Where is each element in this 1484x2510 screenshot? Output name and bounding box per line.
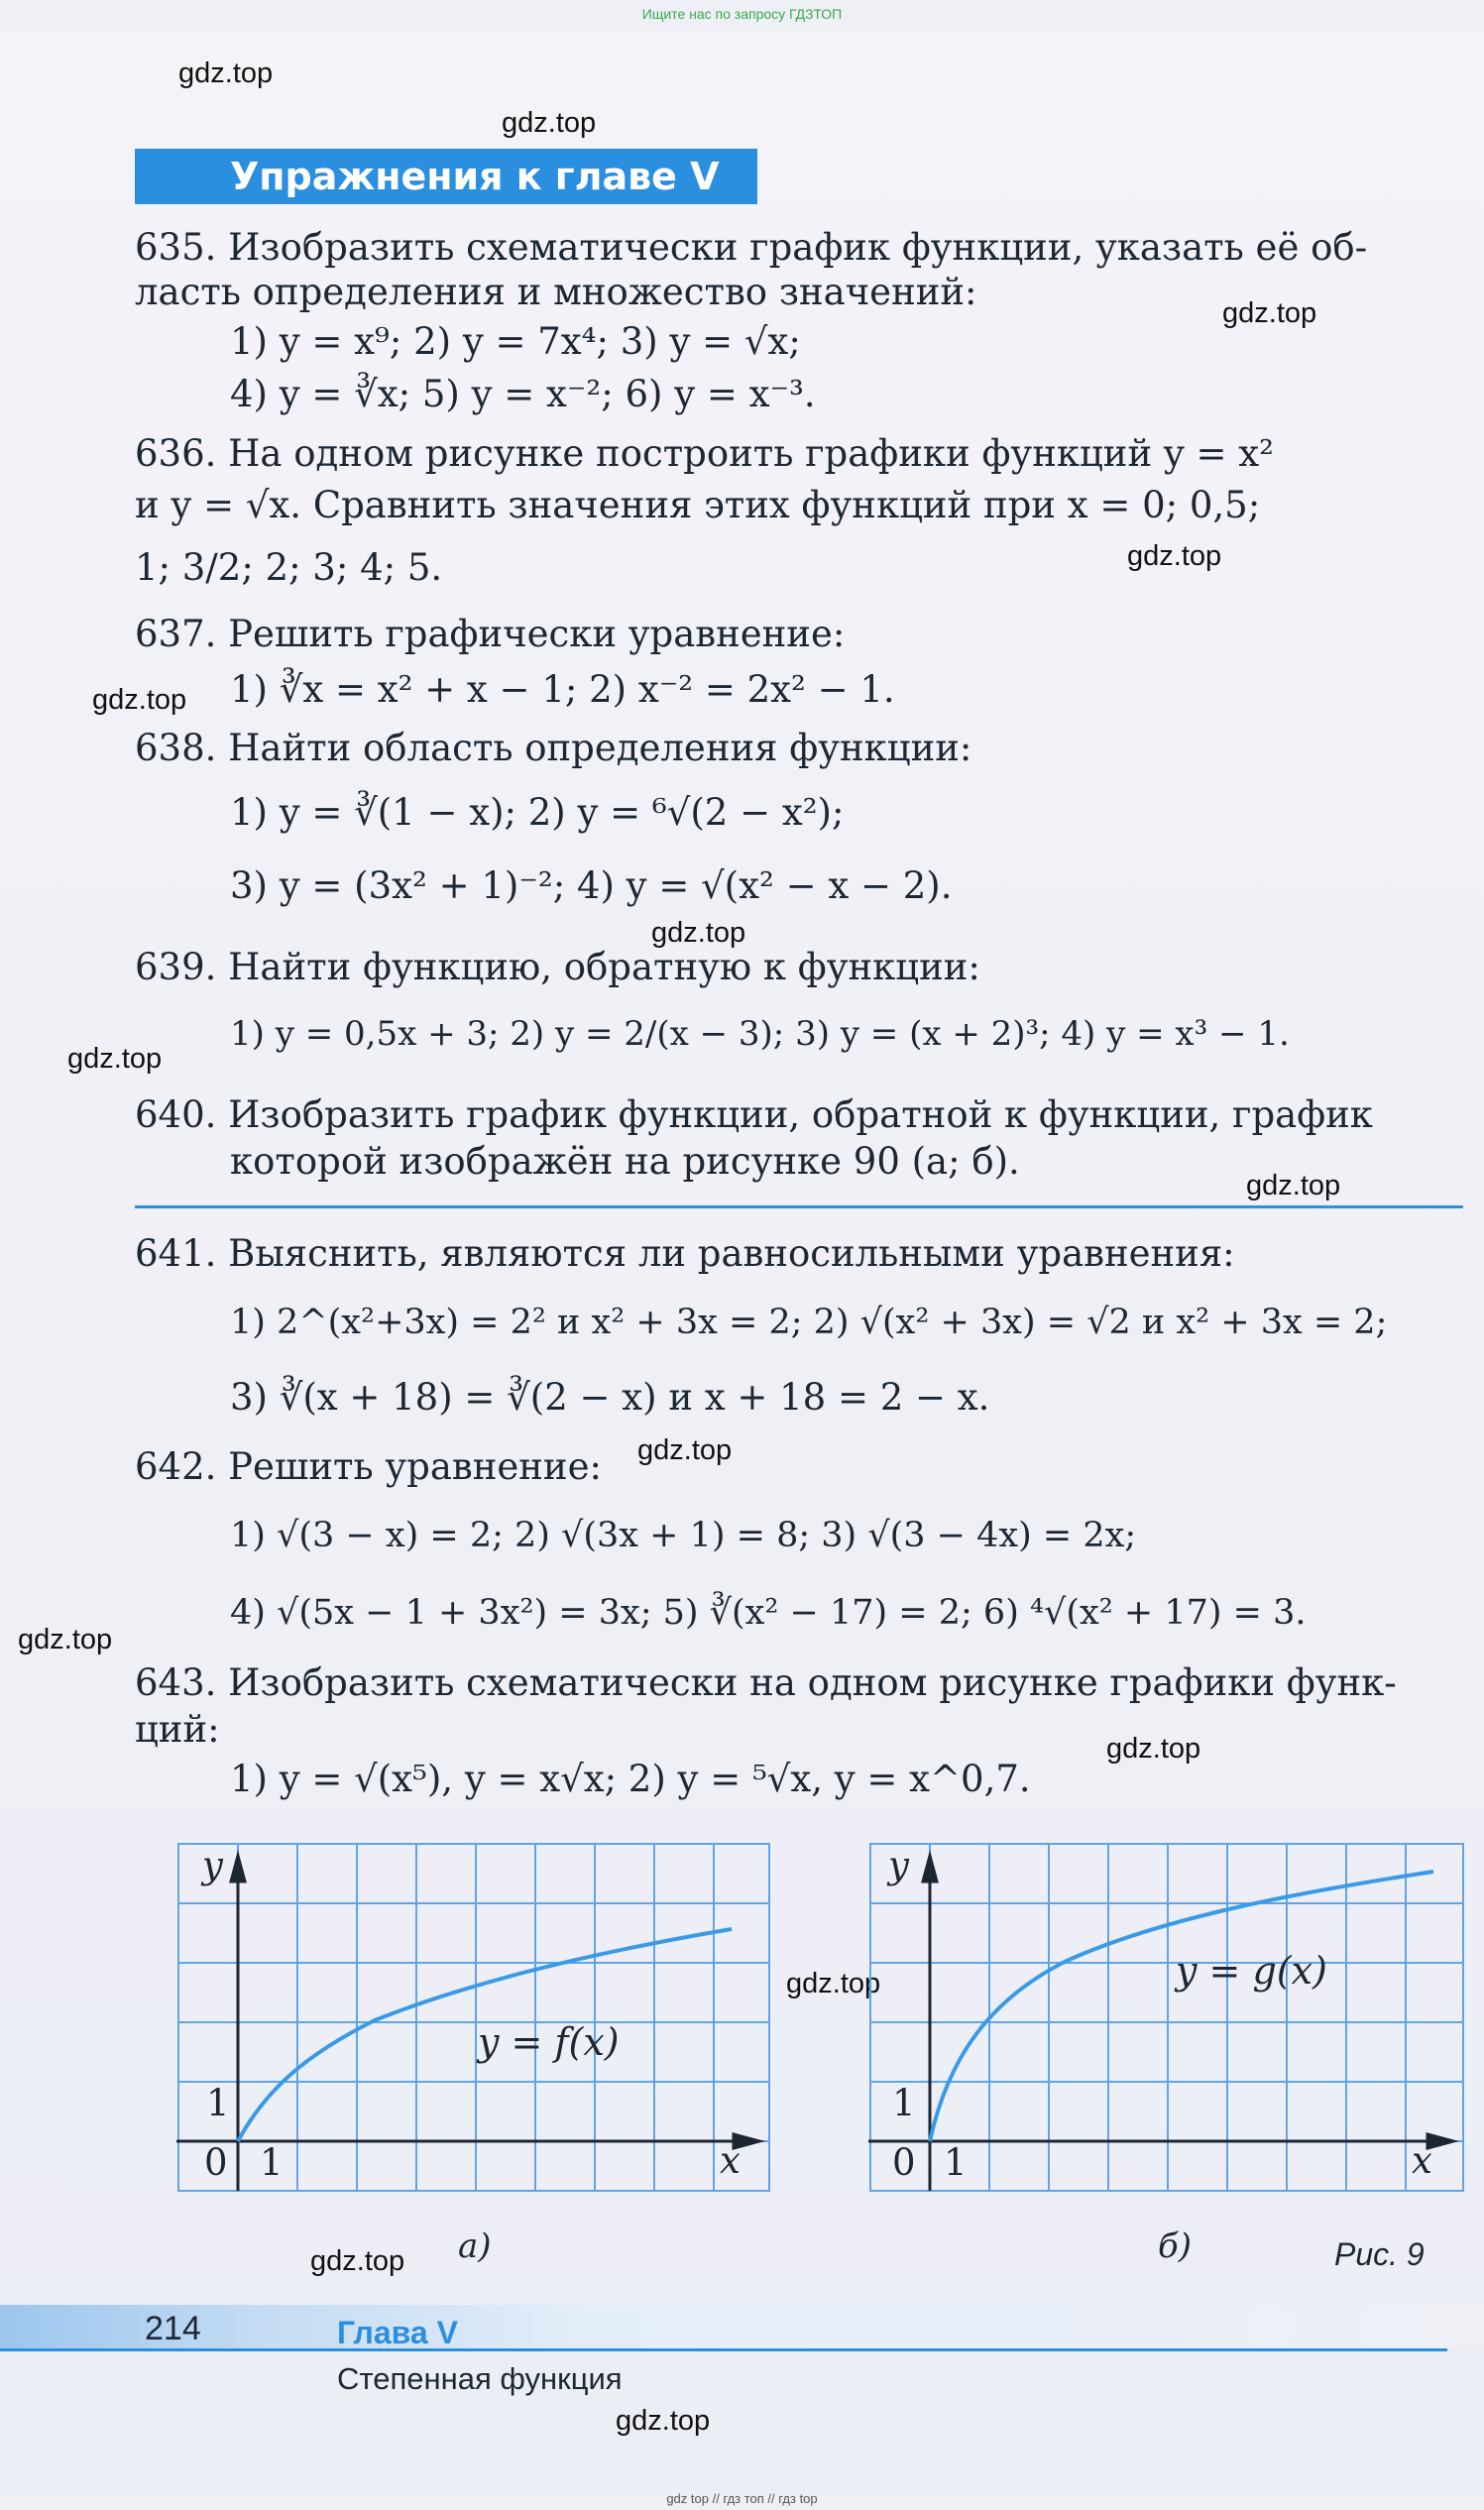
exercise-636-line: и y = √x. Сравнить значения этих функций при x = 0; 0,5;	[135, 484, 1261, 526]
exercise-635-line: 635. Изобразить схематически график функции, указать её об-	[135, 226, 1368, 269]
exercise-643-line: 1) y = √(x⁵), y = x√x; 2) y = ⁵√x, y = x^0,7.	[230, 1758, 1031, 1800]
watermark: gdz.top	[502, 107, 597, 139]
watermark: gdz.top	[1106, 1733, 1201, 1765]
watermark: gdz.top	[92, 684, 187, 716]
figure-b-caption: б)	[1158, 2226, 1193, 2266]
watermark: gdz.top	[1127, 540, 1222, 572]
figure-a-y-tick: 1	[206, 2082, 230, 2124]
watermark: gdz.top	[178, 57, 274, 89]
exercise-641-line: 641. Выяснить, являются ли равносильными уравнения:	[135, 1232, 1235, 1275]
watermark: gdz.top	[786, 1968, 881, 1999]
exercise-641-line: 3) ∛(x + 18) = ∛(2 − x) и x + 18 = 2 − x.	[230, 1376, 990, 1419]
figure-a-caption: а)	[458, 2226, 492, 2266]
figure-b-origin: 0	[892, 2141, 916, 2184]
watermark: gdz.top	[310, 2245, 405, 2277]
watermark: gdz.top	[637, 1434, 733, 1466]
curve-g	[930, 1872, 1433, 2141]
exercise-637-line: 1) ∛x = x² + x − 1; 2) x⁻² = 2x² − 1.	[230, 668, 895, 711]
divider	[135, 1205, 1463, 1208]
figure-a-x-tick: 1	[260, 2141, 284, 2184]
watermark: gdz.top	[651, 917, 746, 949]
footer-band	[0, 2305, 1484, 2348]
watermark: gdz.top	[67, 1043, 163, 1075]
exercise-637-line: 637. Решить графически уравнение:	[135, 613, 846, 655]
figure-a-curve-label: y = f(x)	[478, 2020, 620, 2064]
figure-a-x-label: x	[720, 2139, 741, 2182]
footer-divider	[0, 2348, 1447, 2351]
watermark: gdz.top	[18, 1624, 113, 1655]
watermark: gdz.top	[1246, 1170, 1341, 1201]
chapter-title: Степенная функция	[337, 2361, 623, 2396]
watermark: gdz.top	[1222, 297, 1317, 329]
exercise-640-line: 640. Изобразить график функции, обратной к функции, график	[135, 1093, 1373, 1136]
figure-b-x-tick: 1	[944, 2141, 968, 2184]
exercise-642-line: 4) √(5x − 1 + 3x²) = 3x; 5) ∛(x² − 17) = 2; 6) ⁴√(x² + 17) = 3.	[230, 1593, 1307, 1633]
top-banner[interactable]: Ищите нас по запросу ГДЗТОП	[641, 6, 843, 22]
exercise-636-line: 1; 3/2; 2; 3; 4; 5.	[135, 546, 443, 589]
exercise-640-line: которой изображён на рисунке 90 (а; б).	[230, 1140, 1020, 1183]
exercise-642-line: 642. Решить уравнение:	[135, 1445, 602, 1488]
figure-caption: Рис. 9	[1334, 2236, 1425, 2272]
exercise-642-line: 1) √(3 − x) = 2; 2) √(3x + 1) = 8; 3) √(3 − 4x) = 2x;	[230, 1516, 1137, 1555]
bottom-banner[interactable]: gdz top // гдз топ // гдз top	[666, 2491, 818, 2506]
exercise-643-line: ций:	[135, 1708, 220, 1751]
exercise-636-line: 636. На одном рисунке построить графики функций y = x²	[135, 432, 1274, 475]
exercise-635-line: ласть определения и множество значений:	[135, 271, 977, 313]
page-number: 214	[145, 2310, 201, 2347]
figure-a-y-label: y	[202, 1844, 223, 1886]
figure-b-y-tick: 1	[892, 2082, 916, 2124]
exercise-641-line: 1) 2^(x²+3x) = 2² и x² + 3x = 2; 2) √(x² + 3x) = √2 и x² + 3x = 2;	[230, 1303, 1388, 1342]
exercise-643-line: 643. Изобразить схематически на одном рисунке графики функ-	[135, 1661, 1397, 1704]
exercise-638-line: 638. Найти область определения функции:	[135, 727, 972, 769]
section-title: Упражнения к главе V	[135, 149, 757, 204]
exercise-639-line: 639. Найти функцию, обратную к функции:	[135, 946, 980, 988]
exercise-638-line: 3) y = (3x² + 1)⁻²; 4) y = √(x² − x − 2).	[230, 864, 953, 907]
exercise-635-line: 4) y = ∛x; 5) y = x⁻²; 6) y = x⁻³.	[230, 373, 816, 415]
figure-b-curve-label: y = g(x)	[1176, 1949, 1327, 1993]
chapter-label: Глава V	[337, 2315, 458, 2350]
figure-b-x-label: x	[1412, 2139, 1432, 2182]
exercise-635-line: 1) y = x⁹; 2) y = 7x⁴; 3) y = √x;	[230, 320, 801, 363]
exercise-638-line: 1) y = ∛(1 − x); 2) y = ⁶√(2 − x²);	[230, 791, 845, 834]
figure-b-y-label: y	[888, 1844, 909, 1886]
figure-a-origin: 0	[204, 2141, 228, 2184]
watermark: gdz.top	[616, 2405, 711, 2437]
exercise-639-line: 1) y = 0,5x + 3; 2) y = 2/(x − 3); 3) y = (x + 2)³; 4) y = x³ − 1.	[230, 1014, 1290, 1054]
